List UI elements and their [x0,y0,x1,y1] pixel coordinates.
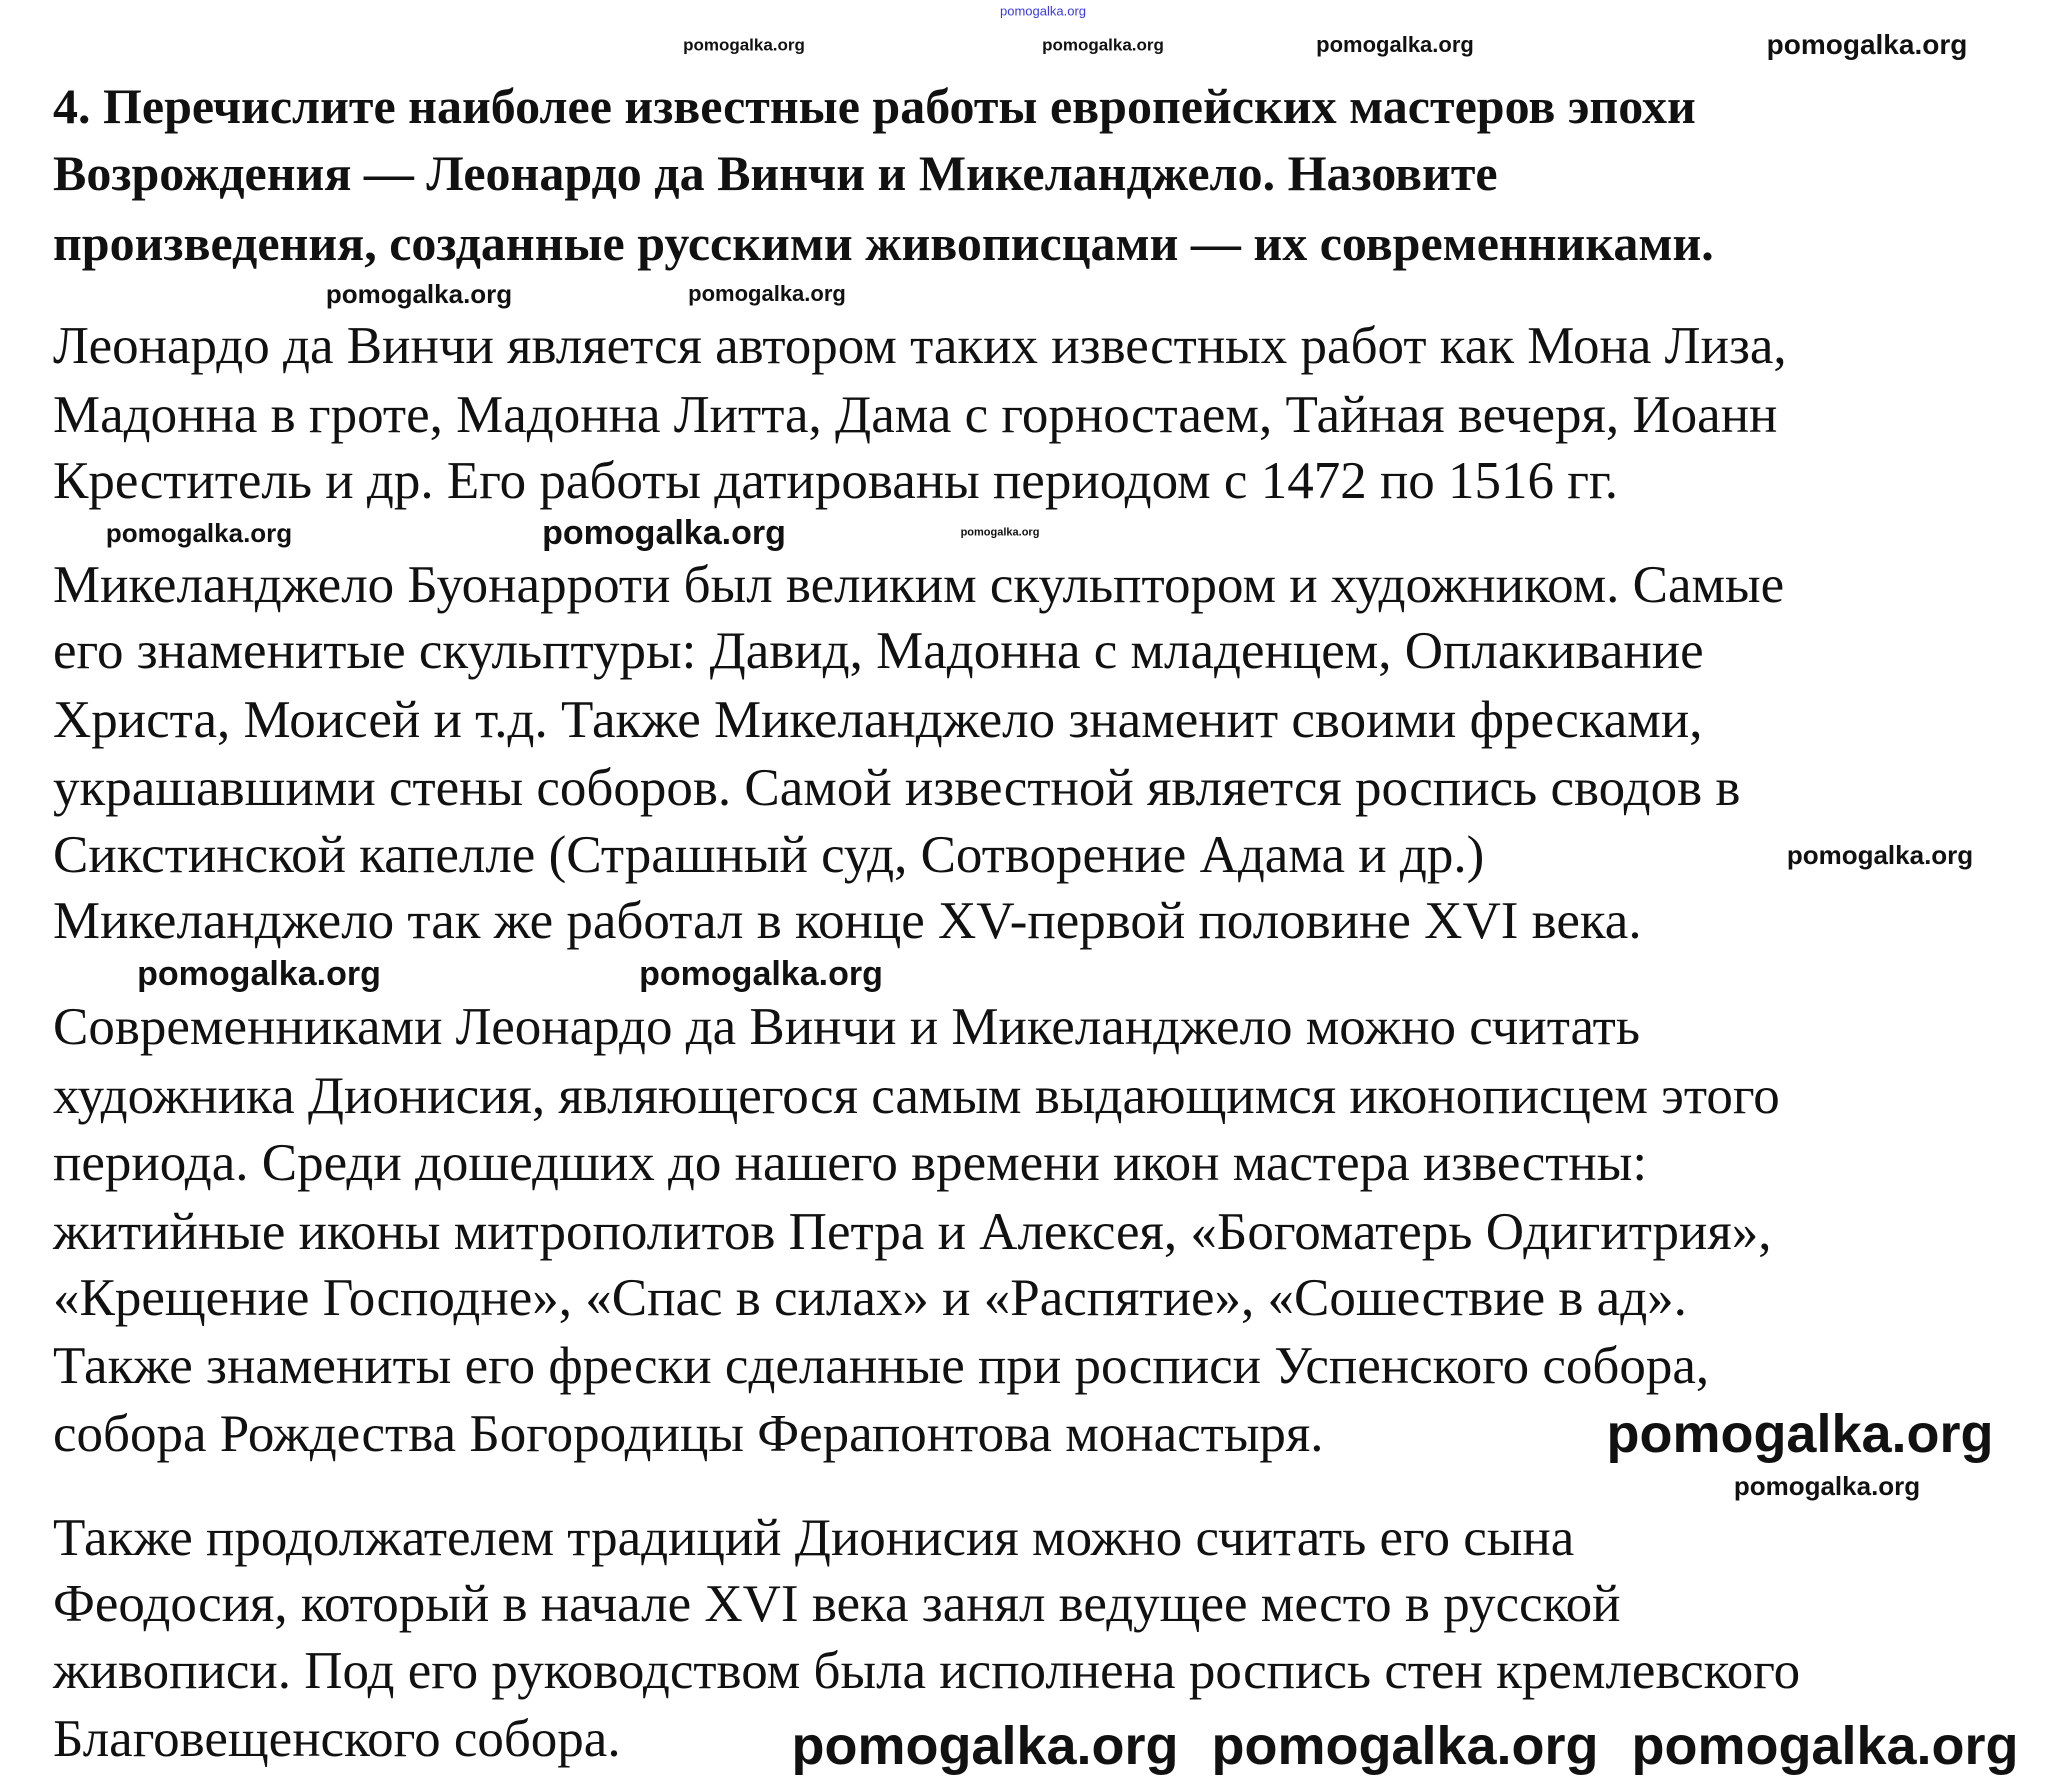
watermark: pomogalka.org [960,526,1040,539]
watermark: pomogalka.org [325,279,513,309]
watermark: pomogalka.org [688,281,846,306]
answer-line: украшавшими стены соборов. Самой известной является роспись сводов в [53,759,1741,817]
answer-line: житийные иконы митрополитов Петра и Алексея, «Богоматерь Одигитрия», [53,1203,1772,1261]
watermark: pomogalka.org [137,955,381,993]
watermark: pomogalka.org [1000,3,1086,19]
answer-line: «Крещение Господне», «Спас в силах» и «Распятие», «Сошествие в ад». [53,1269,1687,1327]
answer-line: Микеланджело Буонарроти был великим скульптором и художником. Самые [53,556,1785,614]
question-line: Возрождения — Леонардо да Винчи и Микеланджело. Назовите [53,145,1498,201]
answer-line: художника Дионисия, являющегося самым выдающимся иконописцем этого [53,1067,1780,1125]
watermark: pomogalka.org [542,514,786,552]
watermark: pomogalka.org [1042,35,1164,55]
answer-line: Феодосия, который в начале XVI века занял ведущее место в русской [53,1575,1621,1633]
watermark: pomogalka.org [1766,29,1968,60]
answer-line: его знаменитые скульптуры: Давид, Мадонна с младенцем, Оплакивание [53,622,1704,680]
answer-line: Благовещенского собора. [53,1710,621,1768]
watermark: pomogalka.org [639,955,883,993]
answer-line: Христа, Моисей и т.д. Также Микеланджело знаменит своими фресками, [53,691,1703,749]
answer-line: Мадонна в гроте, Мадонна Литта, Дама с горностаем, Тайная вечеря, Иоанн [53,386,1778,444]
answer-line: Леонардо да Винчи является автором таких известных работ как Мона Лиза, [53,317,1787,375]
watermark: pomogalka.org [1631,1716,2019,1776]
question-line: произведения, созданные русскими живописцами — их современниками. [53,215,1714,271]
watermark: pomogalka.org [1733,1471,1921,1501]
watermark: pomogalka.org [791,1716,1179,1776]
answer-line: Также знамениты его фрески сделанные при росписи Успенского собора, [53,1337,1710,1395]
watermark: pomogalka.org [1786,840,1974,870]
answer-line: Микеланджело так же работал в конце XV-первой половине XVI века. [53,892,1642,950]
answer-line: Сикстинской капелле (Страшный суд, Сотворение Адама и др.) [53,826,1485,884]
answer-line: Также продолжателем традиций Дионисия можно считать его сына [53,1509,1575,1567]
watermark: pomogalka.org [683,35,805,55]
answer-line: периода. Среди дошедших до нашего времени икон мастера известны: [53,1134,1648,1192]
watermark: pomogalka.org [1606,1404,1994,1464]
answer-line: собора Рождества Богородицы Ферапонтова монастыря. [53,1405,1324,1463]
watermark: pomogalka.org [1211,1716,1599,1776]
answer-line: Креститель и др. Его работы датированы периодом с 1472 по 1516 гг. [53,452,1619,510]
watermark: pomogalka.org [1316,32,1474,57]
answer-line: Современниками Леонардо да Винчи и Микеланджело можно считать [53,998,1640,1056]
watermark: pomogalka.org [105,518,293,548]
question-line: 4. Перечислите наиболее известные работы европейских мастеров эпохи [53,78,1696,134]
answer-line: живописи. Под его руководством была исполнена роспись стен кремлевского [53,1642,1801,1700]
